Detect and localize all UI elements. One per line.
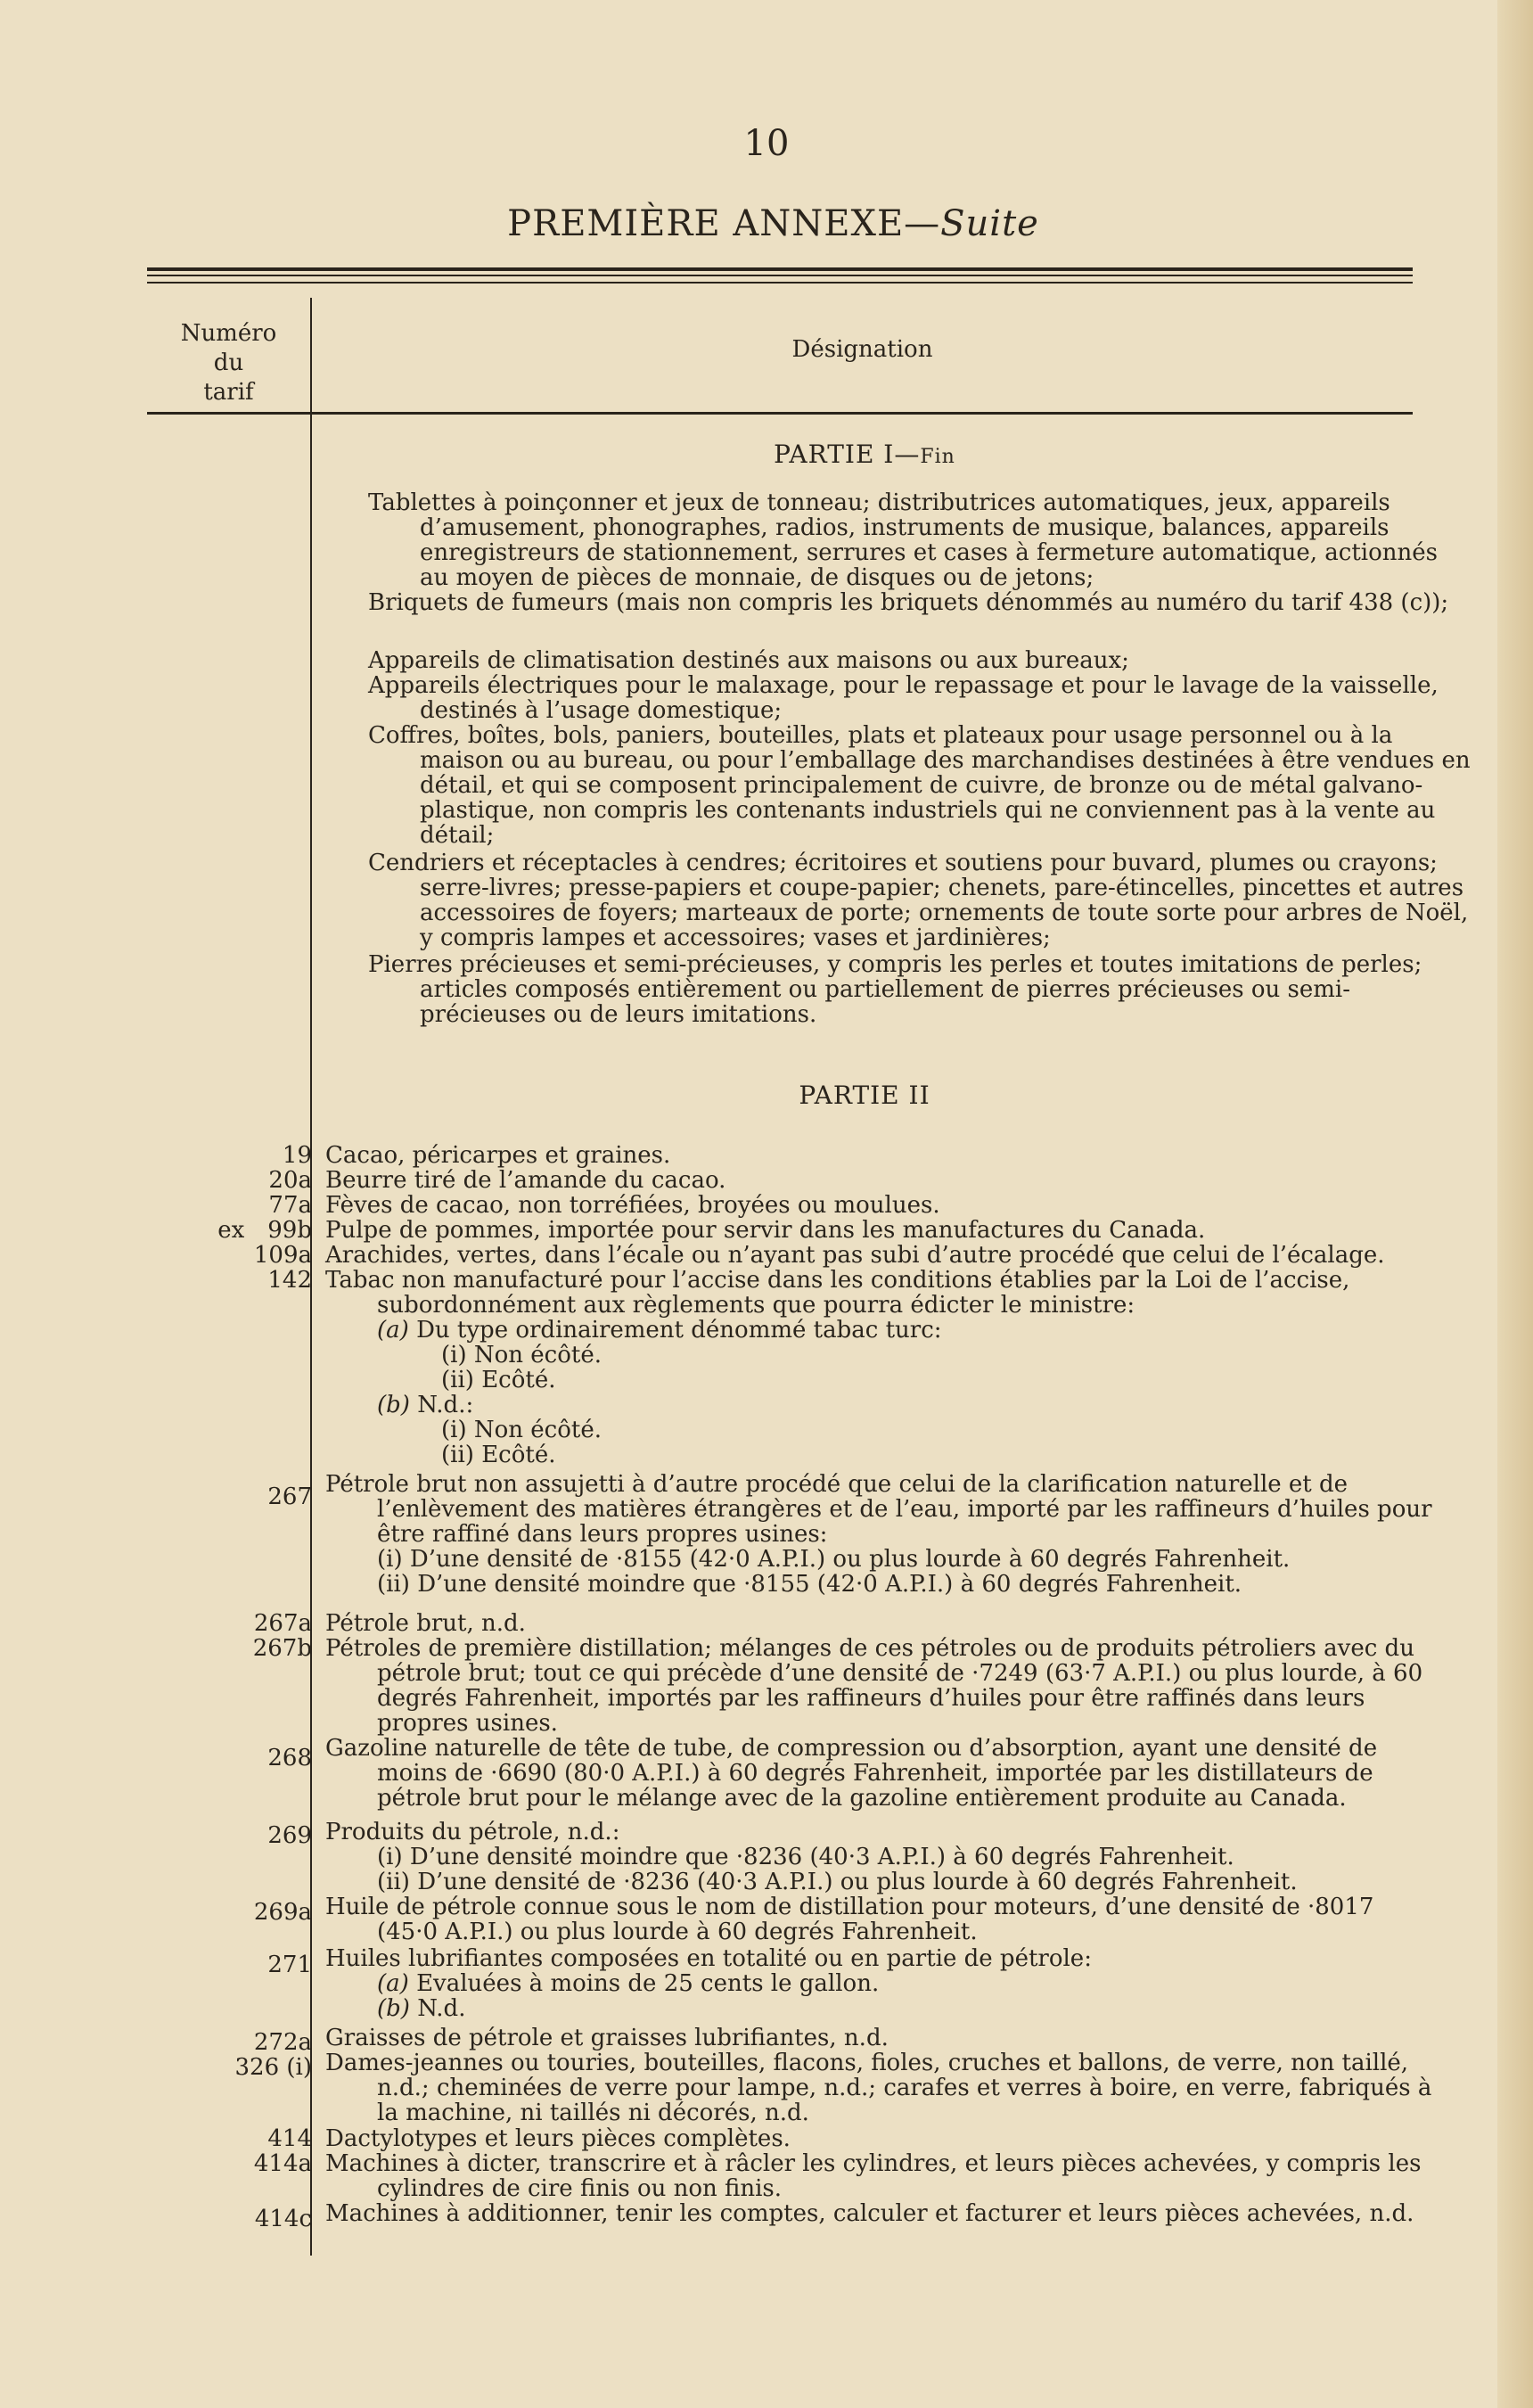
page-edge [1497,0,1533,2408]
part2-title: PARTIE II [799,1081,930,1110]
tariff-number-value: 142 [267,1267,312,1294]
tariff-number-value: 414c [254,2206,312,2232]
table-row [325,2026,1435,2050]
tariff-number [255,2207,312,2231]
tariff-number [268,1193,312,1218]
row-text: Cacao, péricarpes et graines. [325,1142,671,1169]
sub-text: N.d. [417,1995,466,2022]
tariff-number-value: 267b [252,1635,312,1662]
ex-prefix: ex [217,1217,245,1244]
tariff-number-value: 267a [253,1610,312,1637]
tariff-number-value: 414 [267,2125,312,2152]
tariff-number [254,1243,312,1268]
tariff-number [267,1746,312,1771]
part1-title-suffix: Fin [920,446,955,468]
table-row [325,2050,1435,2125]
row-text: Fèves de cacao, non torréfiées, broyées ou moulues. [325,1192,940,1219]
row-text: Tabac non manufacturé pour l’accise dans les conditions établies par la Loi de l’accise, subordonnément aux règlements que pourra édicter le ministre: [325,1267,1350,1319]
row-text: Produits du pétrole, n.d.: [325,1819,620,1845]
row-text: Pétrole brut, n.d. [325,1610,526,1637]
page-title-suffix: Suite [940,203,1039,244]
header-designation: Désignation [791,336,933,363]
part1-item-3: Appareils de climatisation destinés aux maisons ou aux bureaux; [368,647,1129,674]
table-row [325,2126,1435,2151]
sub-text: N.d.: [417,1392,474,1418]
sub-item [325,1393,1435,1418]
sub-item [325,1442,1435,1467]
sub-item [325,1971,1435,1996]
table-row [325,1946,1435,2021]
row-text: Dactylotypes et leurs pièces complètes. [325,2125,791,2152]
sub-label: (i) [441,1342,467,1368]
sub-text: Ecôté. [481,1367,556,1393]
row-text: Dames-jeannes ou touries, bouteilles, flacons, fioles, cruches et ballons, de verre, non taillé, n.d.; cheminées de verre pour lampe, n.d.; carafes et verres à boire, en verre, fabriqués à la machine, ni taillés ni décorés, n.d. [325,2050,1432,2126]
table-row [325,1243,1435,1268]
table-row [325,2201,1435,2226]
tariff-number-value: 99b [267,1217,312,1244]
row-text: Arachides, vertes, dans l’écale ou n’ayant pas subi d’autre procédé que celui de l’écalage. [325,1242,1385,1269]
tariff-number [267,2126,312,2151]
tariff-number [254,2030,312,2055]
sub-item [325,1547,1435,1572]
row-text: Machines à dicter, transcrire et à râcler les cylindres, et leurs pièces achevées, y compris les cylindres de cire finis ou non finis. [325,2150,1422,2202]
tariff-number [254,1611,312,1636]
table-row [325,1611,1435,1636]
part1-item-5: Coffres, boîtes, bols, paniers, bouteilles, plats et plateaux pour usage personnel ou à la maison ou au bureau, ou pour l’emballage des marchandises destinées à être vendues en détail, et qui se composent principalement de cuivre, de bronze ou de métal galvano-plastique, non compris les contenants industriels qui ne conviennent pas à la vente au détail; [368,722,1471,849]
sub-label: (b) [377,1995,410,2022]
row-text: Pétroles de première distillation; mélanges de ces pétroles ou de produits pétroliers avec du pétrole brut; tout ce qui précède d’une densité de ·7249 (63·7 A.P.I.) ou plus lourde, à 60 degrés Fahrenheit, importés par les raffineurs d’huiles pour être raffinés dans leurs propres usines. [325,1635,1423,1737]
tariff-number-value: 272a [253,2029,312,2056]
tariff-number-value: 19 [282,1142,312,1169]
tariff-number [267,1484,312,1509]
tariff-number [253,1636,312,1661]
tariff-number-value: 268 [267,1745,312,1771]
sub-text: Non écôté. [473,1342,602,1368]
header-rule [147,412,1413,415]
tariff-number [267,1823,312,1848]
tariff-number [235,2055,313,2080]
sub-label: (a) [377,1317,409,1344]
row-text: Huiles lubrifiantes composées en totalité ou en partie de pétrole: [325,1945,1092,1972]
table-row [325,2151,1435,2201]
part1-item-2: Briquets de fumeurs (mais non compris les briquets dénommés au numéro du tarif 438 (c)); [368,589,1449,616]
sub-label: (ii) [441,1442,474,1468]
tariff-number [268,1168,312,1193]
part1-item-1: Tablettes à poinçonner et jeux de tonneau; distributrices automatiques, jeux, appareils d’amusement, phonographes, radios, instruments de musique, balances, appareils enregistreurs de stationnement, serrures et cases à fermeture automatique, actionnés au moyen de pièces de monnaie, de disques ou de jetons; [368,489,1438,591]
top-double-rule [147,267,1413,284]
sub-item [325,1343,1435,1368]
row-text: Pétrole brut non assujetti à d’autre procédé que celui de la clarification naturelle et de l’enlèvement des matières étrangères et de l’eau, importé par les raffineurs d’huiles pour être raffiné dans leurs propres usines: [325,1471,1432,1548]
table-row [325,1894,1435,1944]
row-text: Graisses de pétrole et graisses lubrifiantes, n.d. [325,2025,889,2051]
part1-title-main: PARTIE I— [774,440,921,469]
sub-label: (ii) [441,1367,474,1393]
tariff-number-value: 77a [268,1192,312,1219]
part1-item-4: Appareils électriques pour le malaxage, pour le repassage et pour le lavage de la vaisselle, destinés à l’usage domestique; [368,672,1439,724]
tariff-number-value: 20a [268,1167,312,1194]
table-row [325,1268,1435,1467]
sub-text: D’une densité moindre que ·8236 (40·3 A.P.I.) à 60 degrés Fahrenheit. [409,1844,1234,1870]
tariff-number [267,1952,312,1977]
tariff-number-value: 267 [267,1483,312,1510]
sub-text: Du type ordinairement dénommé tabac turc: [416,1317,942,1344]
table-row [325,1143,1435,1168]
header-tariff-number: Numéro du tarif [180,320,277,406]
part1-item-7: Pierres précieuses et semi-précieuses, y compris les perles et toutes imitations de perles; articles composés entièrement ou partiellement de pierres précieuses ou semi-précieuses ou de leurs imitations. [368,951,1422,1028]
page-title [0,203,1533,244]
sub-text: D’une densité de ·8155 (42·0 A.P.I.) ou plus lourde à 60 degrés Fahrenheit. [409,1546,1291,1573]
sub-label: (ii) [377,1571,410,1598]
table-row [325,1193,1435,1218]
tariff-number-value: 414a [253,2150,312,2177]
sub-label: (i) [377,1546,403,1573]
sub-label: (i) [441,1417,467,1443]
tariff-number-value: 109a [253,1242,312,1269]
row-text: Gazoline naturelle de tête de tube, de compression ou d’absorption, ayant une densité de moins de ·6690 (80·0 A.P.I.) à 60 degrés Fahrenheit, importée par les distillateurs de pétrole brut pour le mélange avec de la gazoline entièrement produite au Canada. [325,1735,1378,1812]
tariff-number [254,2151,312,2176]
tariff-number-value: 269a [253,1899,312,1926]
table-row [325,1736,1435,1811]
sub-text: Evaluées à moins de 25 cents le gallon. [416,1970,880,1997]
sub-text: D’une densité moindre que ·8155 (42·0 A.P.I.) à 60 degrés Fahrenheit. [417,1571,1242,1598]
sub-item [325,1368,1435,1393]
tariff-number-value: 269 [267,1822,312,1849]
tariff-number-value: 271 [267,1952,312,1978]
tariff-number [267,1268,312,1293]
sub-text: Ecôté. [481,1442,556,1468]
table-row [325,1218,1435,1243]
sub-label: (i) [377,1844,403,1870]
sub-item [325,1996,1435,2021]
part1-item-6: Cendriers et réceptacles à cendres; écritoires et soutiens pour buvard, plumes ou crayons; serre-livres; presse-papiers et coupe-papier; chenets, pare-étincelles, pincettes et autres accessoires de foyers; marteaux de porte; ornements de toute sorte pour arbres de Noël, y compris lampes et accessoires; vases et jardinières; [368,850,1469,951]
sub-item [325,1845,1435,1870]
sub-label: (a) [377,1970,409,1997]
row-text: Beurre tiré de l’amande du cacao. [325,1167,726,1194]
part1-title [312,440,1417,469]
sub-item [325,1418,1435,1442]
row-text: Huile de pétrole connue sous le nom de distillation pour moteurs, d’une densité de ·8017 (45·0 A.P.I.) ou plus lourde à 60 degrés Fahrenheit. [325,1894,1374,1945]
page-number: 10 [743,123,790,164]
table-row [325,1472,1435,1597]
sub-label: (ii) [377,1869,410,1895]
row-text: Pulpe de pommes, importée pour servir dans les manufactures du Canada. [325,1217,1206,1244]
tariff-number [283,1143,312,1168]
page-title-main: PREMIÈRE ANNEXE— [507,203,941,244]
sub-text: Non écôté. [473,1417,602,1443]
sub-text: D’une densité de ·8236 (40·3 A.P.I.) ou plus lourde à 60 degrés Fahrenheit. [417,1869,1298,1895]
table-row [325,1168,1435,1193]
sub-item [325,1870,1435,1894]
table-row [325,1636,1435,1736]
table-row [325,1820,1435,1894]
tariff-number-value: 326 (i) [234,2054,312,2081]
tariff-number [254,1900,312,1925]
sub-item [325,1572,1435,1597]
sub-item [325,1318,1435,1343]
tariff-number [217,1218,312,1243]
sub-label: (b) [377,1392,410,1418]
row-text: Machines à additionner, tenir les comptes, calculer et facturer et leurs pièces achevées, n.d. [325,2200,1414,2227]
